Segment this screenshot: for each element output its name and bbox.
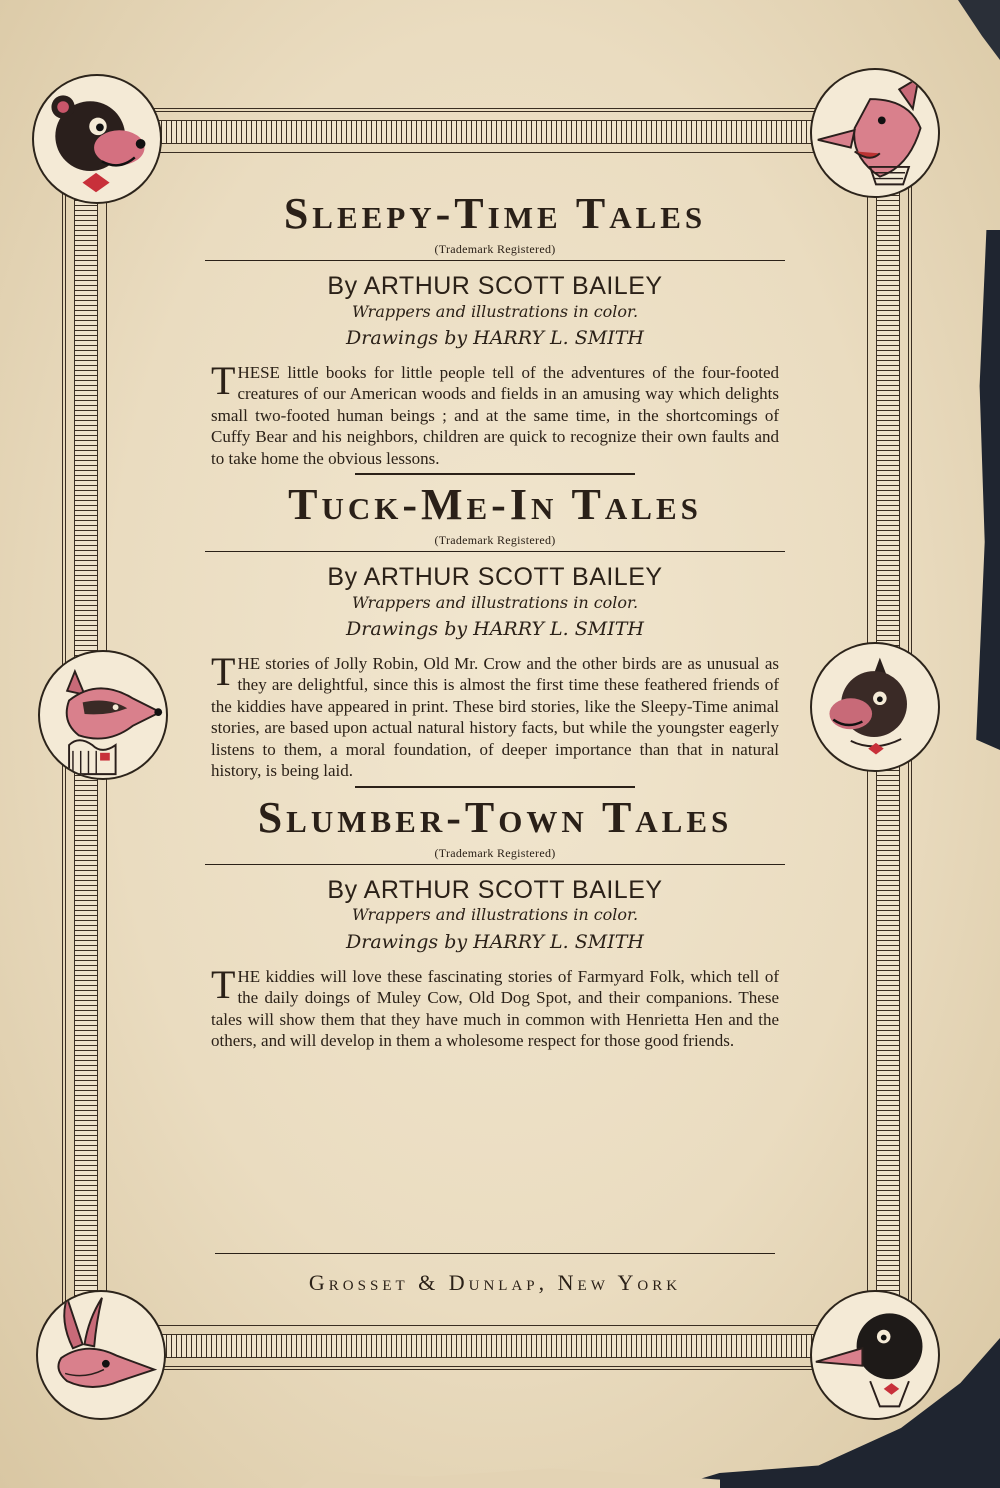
series-title: Tuck-Me-In Tales [288,480,702,530]
section-blurb [205,961,785,1052]
rabbit-head-icon [36,1290,166,1420]
blurb-rest: Folk, which tell of the daily doings of Muley Cow, Old Dog Spot, and their companions. These tales will show them that they have much in common with Henrietta Hen and the others, and will develop in them a wholesome respect for those good friends. [211,966,779,1051]
blurb-rest: of the four-footed creatures of our American woods and fields in an amusing way which delights small two-footed human beings ; and at the same time, in the shortcomings of Cuffy Bear and his neighbors, children are quick to recognize their own faults and to take home the obvious lessons. [211,362,779,468]
section-divider [355,786,635,788]
drop-cap: T [211,961,236,1007]
raccoon-head-icon [38,650,168,780]
torn-edge [300,1460,720,1488]
series-title: Sleepy-Time Tales [283,189,707,238]
trademark-note: (Trademark Registered) [434,845,556,860]
torn-edge [966,230,1000,750]
illustration-credit: Wrappers and illustrations in color. [351,301,639,321]
squirrel-head-icon [810,642,940,772]
author-byline: By ARTHUR SCOTT BAILEY [327,875,663,904]
text-column [205,180,785,1052]
crow-head-icon [810,1290,940,1420]
blurb-first-line: HESE little books for little people tell of the adventures [237,362,645,382]
publisher-imprint: Grosset & Dunlap, New York [308,1270,682,1295]
drawings-credit: Drawings by HARRY L. SMITH [346,931,644,954]
divider-rule [205,260,785,261]
author-byline: By ARTHUR SCOTT BAILEY [327,272,663,300]
border-hatching-bottom [76,1334,898,1358]
section-sleepy-time [205,189,785,475]
drop-cap: T [211,648,236,694]
torn-corner [940,0,1000,60]
drop-cap: T [211,357,236,403]
trademark-note: (Trademark Registered) [434,242,556,256]
illustration-credit: Wrappers and illustrations in color. [351,592,639,612]
section-blurb [205,648,785,782]
bear-head-icon [32,74,162,204]
publisher-divider [215,1253,775,1254]
drawings-credit: Drawings by HARRY L. SMITH [346,618,644,641]
section-slumber-town [205,792,785,1052]
drawings-credit: Drawings by HARRY L. SMITH [346,327,644,350]
blurb-first-line: HE stories of Jolly Robin, Old Mr. Crow and the other [237,653,618,673]
divider-rule [205,551,785,552]
divider-rule [205,864,785,865]
border-hatching-top [76,120,898,144]
section-tuck-me-in [205,480,785,788]
section-blurb [205,357,785,470]
author-byline: By ARTHUR SCOTT BAILEY [327,563,663,592]
series-title: Slumber-Town Tales [257,792,733,842]
trademark-note: (Trademark Registered) [434,533,556,548]
blurb-rest: birds are as unusual as they are delightful, since this is almost the first time these feathered friends of the kiddies have appeared in print. These bird stories, like the Sleepy-Time animal stories, are based upon actual natural history facts, but while the youngster eagerly listens to them, a moral foundation, of deeper importance than that in natural history, is being laid. [211,653,779,781]
section-divider [355,473,635,475]
illustration-credit: Wrappers and illustrations in color. [351,905,639,925]
fox-head-icon [810,68,940,198]
blurb-first-line: HE kiddies will love these fascinating stories of Farmyard [237,966,644,986]
